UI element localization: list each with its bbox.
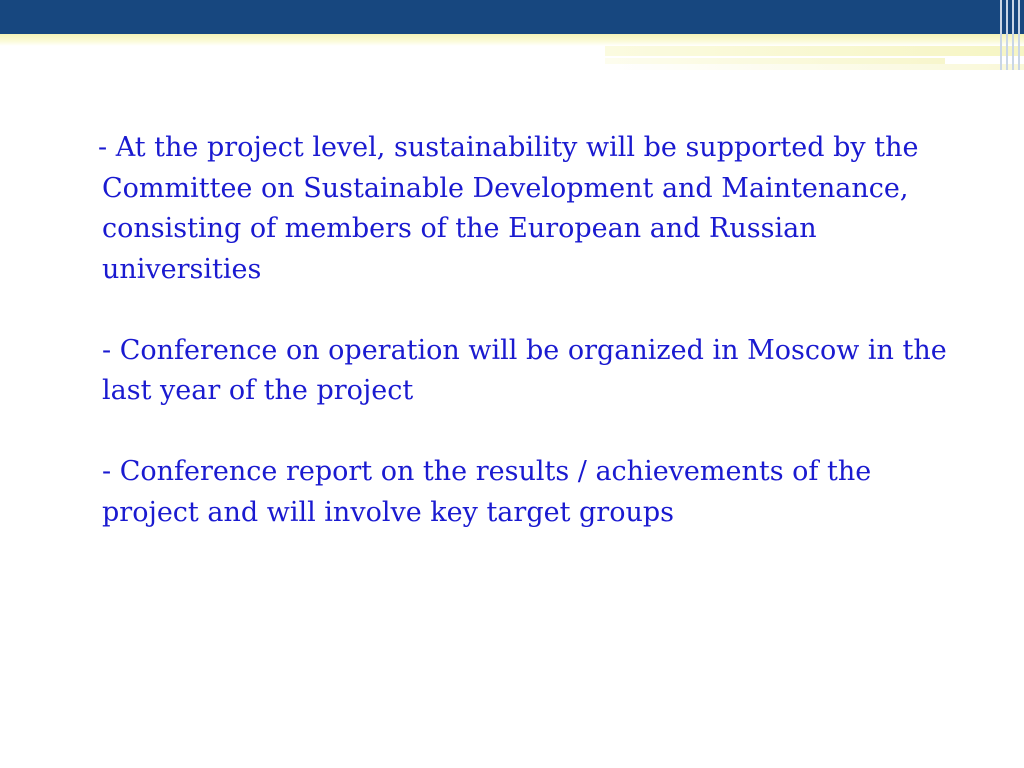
edge-stripes xyxy=(990,0,1024,70)
accent-band-right-fade xyxy=(605,64,1024,70)
body-text xyxy=(98,128,972,574)
accent-band-right xyxy=(605,46,1024,56)
edge-stripe xyxy=(1018,0,1020,70)
edge-stripe xyxy=(1012,0,1014,70)
paragraph-conference-report: - Conference report on the results / achievements of the project and will involve key target groups xyxy=(102,456,872,528)
paragraph-sustainability: - At the project level, sustainability will be supported by the Committee on Sustainable Development and Maintenance, consisting of members of the European and Russian universities xyxy=(98,132,919,285)
edge-stripe xyxy=(1000,0,1002,70)
paragraph-conference-moscow: - Conference on operation will be organized in Moscow in the last year of the project xyxy=(102,334,947,406)
header-bar xyxy=(0,0,1024,34)
accent-band xyxy=(0,34,1024,46)
edge-stripe xyxy=(1006,0,1008,70)
